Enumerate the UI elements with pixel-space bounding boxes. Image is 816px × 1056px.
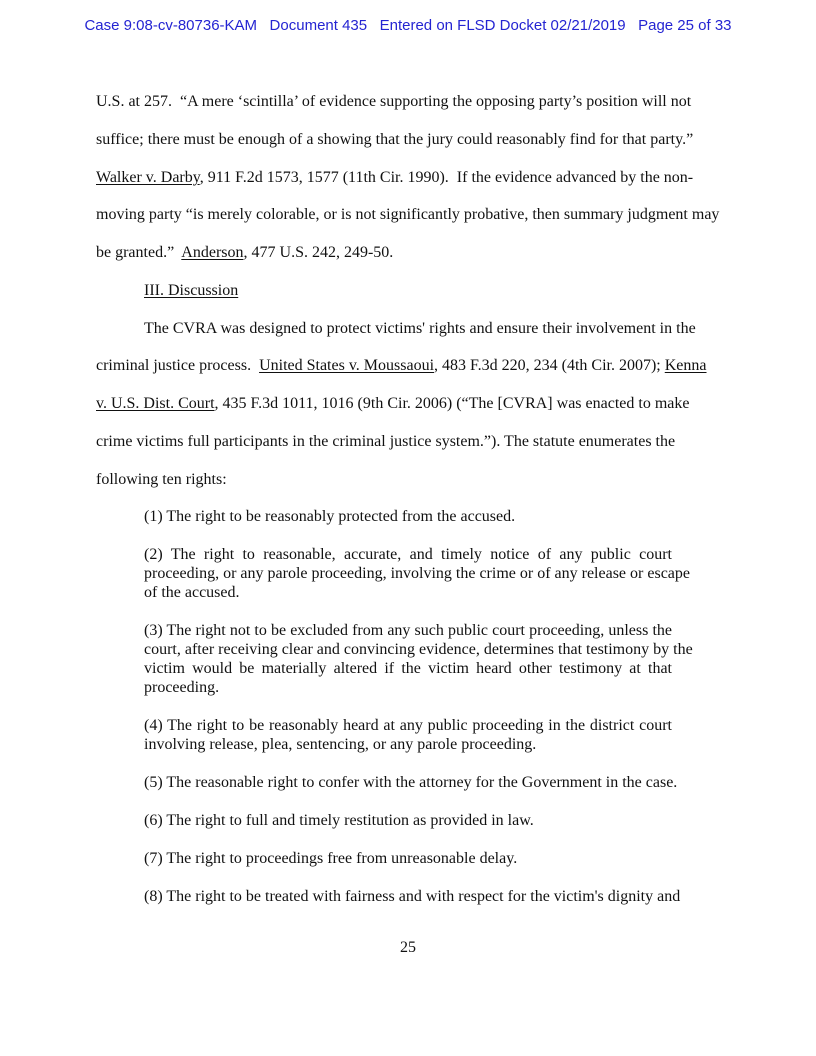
text-segment: (2) The right to reasonable, accurate, and timely notice of any public court: [144, 546, 672, 564]
text-segment: of the accused.: [144, 584, 240, 602]
ecf-stamp-header: Case 9:08-cv-80736-KAM Document 435 Entered on FLSD Docket 02/21/2019 Page 25 of 33: [84, 17, 732, 34]
text-line: [96, 121, 720, 159]
text-segment: (3) The right not to be excluded from any such public court proceeding, unless the: [144, 622, 672, 640]
case-citation: United States v. Moussaoui: [259, 357, 435, 375]
case-citation: Anderson: [181, 244, 244, 261]
paragraph-cvra: [96, 310, 720, 499]
page-number: 25: [400, 939, 416, 956]
right-3: [144, 621, 693, 697]
case-citation: III. Discussion: [144, 281, 239, 299]
right-6: [144, 811, 672, 830]
text-line: [144, 735, 672, 754]
text-line: [96, 159, 720, 197]
text-line: [144, 621, 672, 640]
text-segment: proceeding, or any parole proceeding, involving the crime or of any release or escape: [144, 565, 690, 583]
text-line: [144, 678, 672, 697]
text-segment: suffice; there must be enough of a showing that the jury could reasonably find for that party.”: [96, 130, 694, 148]
text-line: [96, 272, 720, 310]
paragraph-summary-judgment: [96, 83, 720, 272]
document-body: [96, 83, 720, 906]
text-line: [144, 564, 690, 583]
text-line: [96, 423, 720, 461]
text-line: [96, 196, 720, 234]
text-line: [144, 849, 672, 868]
text-segment: be granted.”: [96, 244, 182, 261]
text-line: [144, 659, 672, 678]
text-segment: (7) The right to proceedings free from unreasonable delay.: [144, 850, 518, 868]
text-line: [144, 773, 678, 792]
text-segment: following ten rights:: [96, 470, 227, 488]
text-segment: criminal justice process.: [96, 357, 260, 375]
right-1: [144, 507, 672, 526]
case-citation: v. U.S. Dist. Court: [96, 395, 215, 412]
text-segment: , 911 F.2d 1573, 1577 (11th Cir. 1990). If the evidence advanced by the non-: [199, 168, 694, 186]
right-5: [144, 773, 678, 792]
text-line: [96, 461, 720, 499]
text-segment: proceeding.: [144, 679, 220, 697]
text-line: [144, 811, 672, 830]
text-segment: , 435 F.3d 1011, 1016 (9th Cir. 2006) (“The [CVRA] was enacted to make: [214, 395, 690, 412]
text-segment: moving party “is merely colorable, or is not significantly probative, then summary judgment may: [96, 206, 720, 224]
text-line: [96, 310, 720, 348]
text-line: [144, 507, 672, 526]
text-segment: (5) The reasonable right to confer with the attorney for the Government in the case.: [144, 774, 678, 792]
text-segment: , 477 U.S. 242, 249-50.: [243, 244, 394, 261]
right-8: [144, 887, 681, 906]
right-7: [144, 849, 672, 868]
text-segment: (1) The right to be reasonably protected from the accused.: [144, 508, 516, 526]
text-segment: , 483 F.3d 220, 234 (4th Cir. 2007);: [434, 357, 665, 375]
text-segment: U.S. at 257. “A mere ‘scintilla’ of evidence supporting the opposing party’s position will not: [96, 93, 692, 110]
text-line: [96, 347, 720, 385]
text-segment: (6) The right to full and timely restitution as provided in law.: [144, 812, 534, 830]
right-2: [144, 545, 690, 602]
document-blocks: [96, 83, 720, 906]
case-citation: Kenna: [664, 357, 707, 375]
text-segment: (4) The right to be reasonably heard at any public proceeding in the district court: [144, 717, 672, 735]
text-line: [144, 545, 672, 564]
text-line: [144, 716, 672, 735]
text-line: [144, 640, 693, 659]
text-segment: involving release, plea, sentencing, or any parole proceeding.: [144, 736, 537, 754]
text-line: [96, 385, 720, 423]
text-line: [96, 234, 720, 272]
text-line: [144, 583, 672, 602]
case-citation: Walker v. Darby: [96, 168, 200, 186]
text-line: [144, 887, 681, 906]
text-segment: The CVRA was designed to protect victims' rights and ensure their involvement in the: [144, 319, 696, 337]
right-4: [144, 716, 672, 754]
text-line: [96, 83, 720, 121]
heading-discussion: [96, 272, 720, 310]
text-segment: court, after receiving clear and convincing evidence, determines that testimony by the: [144, 641, 693, 659]
text-segment: crime victims full participants in the criminal justice system.”). The statute enumerates the: [96, 432, 676, 450]
text-segment: victim would be materially altered if the victim heard other testimony at that: [144, 660, 672, 678]
text-segment: (8) The right to be treated with fairness and with respect for the victim's dignity and: [144, 888, 681, 906]
